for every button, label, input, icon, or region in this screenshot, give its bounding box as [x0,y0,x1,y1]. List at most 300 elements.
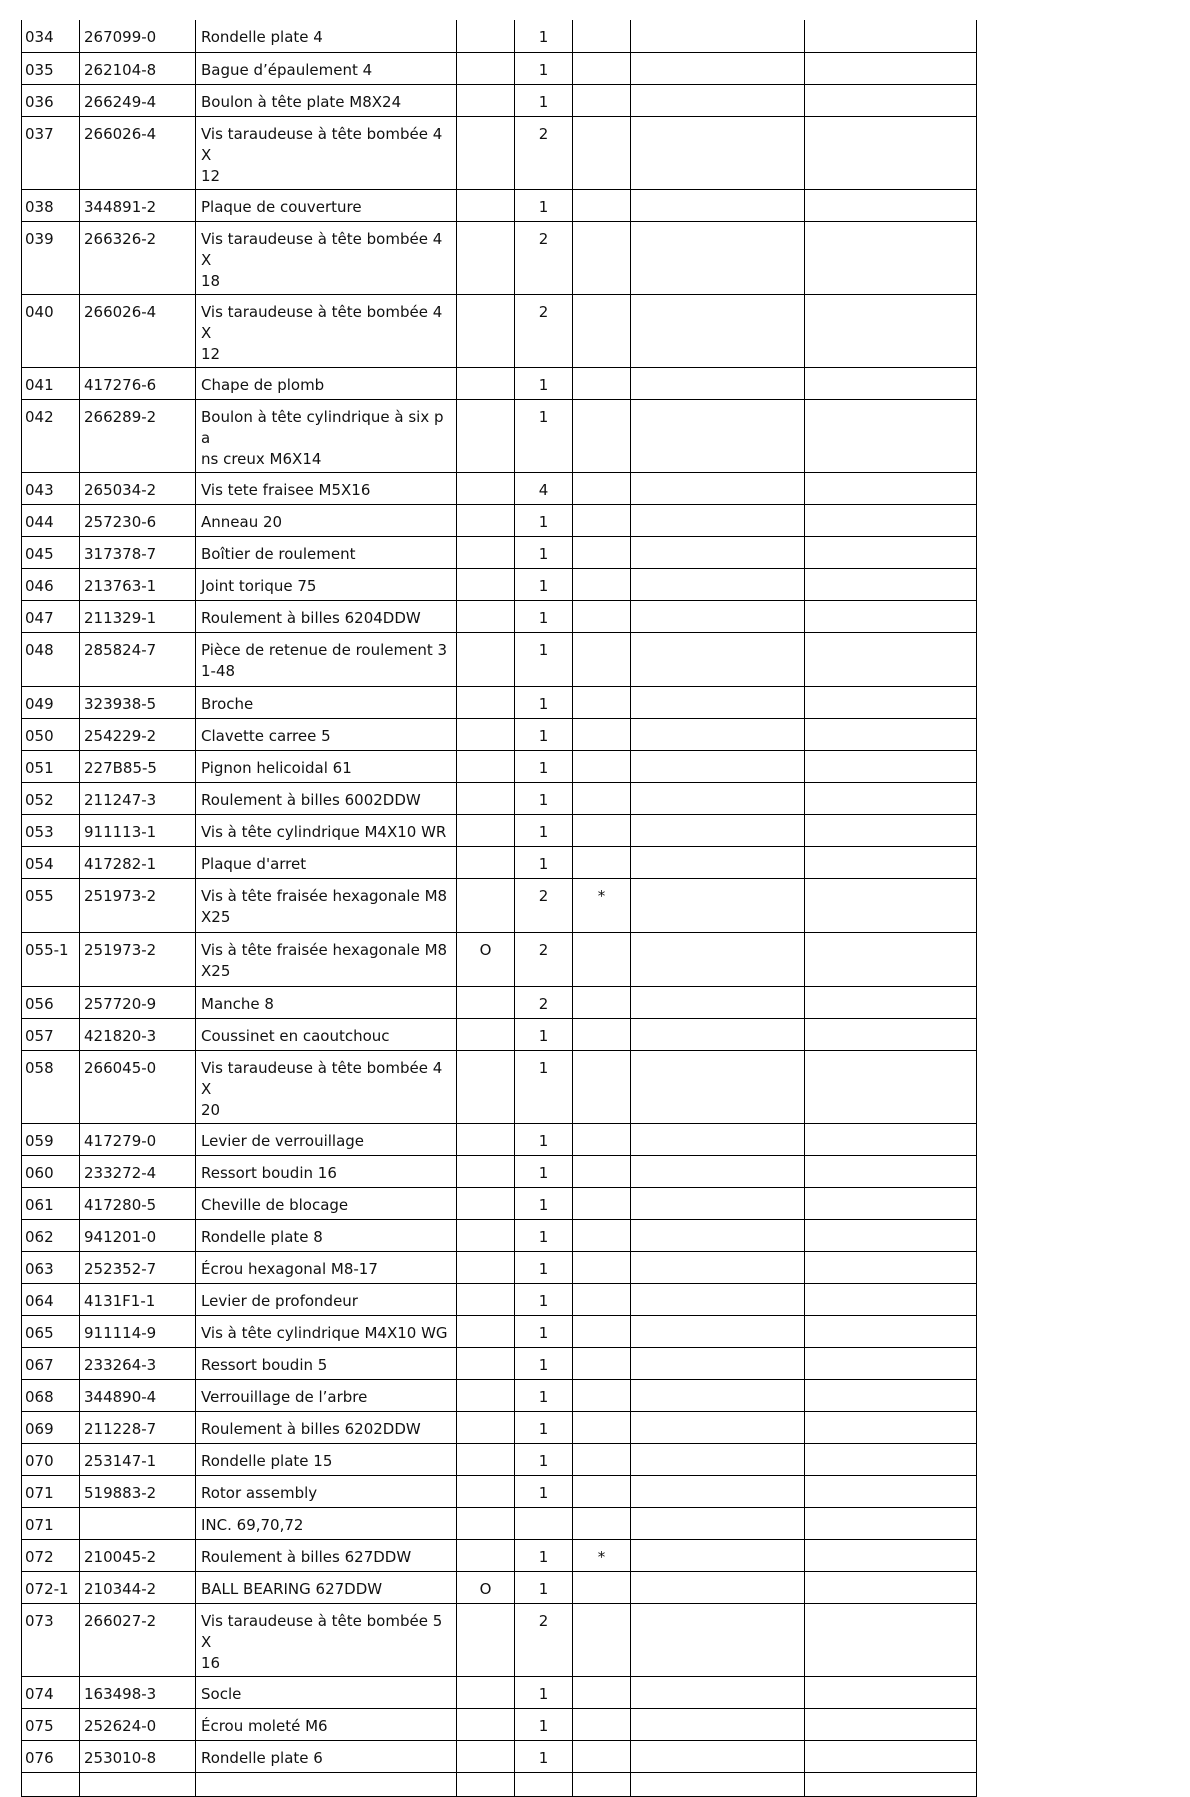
description-cell: Vis taraudeuse à tête bombée 4X 20 [196,1050,457,1123]
empty-cell [805,1571,977,1603]
item-number-cell: 067 [22,1347,80,1379]
quantity-cell: 1 [515,686,573,718]
option-mark-cell [457,686,515,718]
part-number-cell: 344890-4 [80,1379,196,1411]
quantity-cell: 1 [515,1676,573,1708]
quantity-cell: 2 [515,221,573,294]
empty-cell [805,1187,977,1219]
table-row [22,686,977,718]
item-number-cell: 073 [22,1603,80,1676]
empty-cell [805,632,977,686]
table-row [22,1740,977,1772]
part-number-cell: 266026-4 [80,116,196,189]
quantity-cell: 1 [515,568,573,600]
item-number-cell: 052 [22,782,80,814]
empty-cell [631,294,805,367]
note-cell [573,399,631,472]
empty-cell [631,1708,805,1740]
part-number-cell: 213763-1 [80,568,196,600]
quantity-cell: 1 [515,1050,573,1123]
note-cell [573,189,631,221]
empty-cell [631,504,805,536]
empty-cell [805,1708,977,1740]
empty-cell [805,52,977,84]
option-mark-cell [457,1411,515,1443]
quantity-cell: 1 [515,1347,573,1379]
option-mark-cell [457,878,515,932]
empty-cell [22,1772,80,1796]
part-number-cell: 211247-3 [80,782,196,814]
part-number-cell: 519883-2 [80,1475,196,1507]
empty-cell [457,1772,515,1796]
empty-cell [631,932,805,986]
table-row [22,1123,977,1155]
quantity-cell: 1 [515,846,573,878]
option-mark-cell: O [457,932,515,986]
empty-cell [805,84,977,116]
description-cell: Ressort boudin 16 [196,1155,457,1187]
item-number-cell: 041 [22,367,80,399]
part-number-cell: 266026-4 [80,294,196,367]
option-mark-cell [457,84,515,116]
table-row [22,399,977,472]
item-number-cell: 057 [22,1018,80,1050]
table-row [22,718,977,750]
quantity-cell: 1 [515,1187,573,1219]
table-row [22,116,977,189]
item-number-cell: 043 [22,472,80,504]
option-mark-cell [457,1475,515,1507]
item-number-cell: 071 [22,1475,80,1507]
parts-table-body [22,20,977,1796]
item-number-cell: 035 [22,52,80,84]
part-number-cell: 417279-0 [80,1123,196,1155]
table-row [22,1315,977,1347]
description-cell: Coussinet en caoutchouc [196,1018,457,1050]
description-cell: Vis à tête fraisée hexagonale M8 X25 [196,878,457,932]
table-row [22,84,977,116]
empty-cell [631,686,805,718]
description-cell: Vis à tête fraisée hexagonale M8 X25 [196,932,457,986]
description-cell: Plaque de couverture [196,189,457,221]
empty-cell [805,1219,977,1251]
empty-cell [631,84,805,116]
description-cell: Joint torique 75 [196,568,457,600]
item-number-cell: 049 [22,686,80,718]
table-row [22,986,977,1018]
empty-cell [631,1676,805,1708]
quantity-cell: 1 [515,1571,573,1603]
empty-cell [805,536,977,568]
table-row [22,1708,977,1740]
quantity-cell: 2 [515,1603,573,1676]
description-cell: Vis à tête cylindrique M4X10 WR [196,814,457,846]
item-number-cell: 055-1 [22,932,80,986]
empty-cell [805,1676,977,1708]
part-number-cell: 421820-3 [80,1018,196,1050]
part-number-cell [80,1507,196,1539]
empty-cell [805,20,977,52]
item-number-cell: 059 [22,1123,80,1155]
description-cell: Roulement à billes 627DDW [196,1539,457,1571]
note-cell [573,1347,631,1379]
empty-cell [631,189,805,221]
table-row [22,472,977,504]
quantity-cell: 1 [515,1539,573,1571]
table-row [22,750,977,782]
option-mark-cell [457,1123,515,1155]
item-number-cell: 074 [22,1676,80,1708]
table-row [22,632,977,686]
item-number-cell: 065 [22,1315,80,1347]
table-row [22,846,977,878]
empty-cell [631,20,805,52]
part-number-cell: 266027-2 [80,1603,196,1676]
item-number-cell: 038 [22,189,80,221]
quantity-cell: 1 [515,1315,573,1347]
part-number-cell: 417282-1 [80,846,196,878]
quantity-cell: 1 [515,1219,573,1251]
table-row [22,536,977,568]
part-number-cell: 911114-9 [80,1315,196,1347]
description-cell: Ressort boudin 5 [196,1347,457,1379]
option-mark-cell [457,1347,515,1379]
option-mark-cell [457,399,515,472]
empty-cell [631,782,805,814]
empty-cell [805,814,977,846]
description-cell: Levier de verrouillage [196,1123,457,1155]
description-cell: Roulement à billes 6204DDW [196,600,457,632]
empty-cell [805,600,977,632]
note-cell: * [573,1539,631,1571]
empty-cell [805,1155,977,1187]
empty-cell [805,1740,977,1772]
item-number-cell: 050 [22,718,80,750]
note-cell [573,814,631,846]
table-row [22,932,977,986]
empty-cell [631,1475,805,1507]
empty-cell [805,718,977,750]
note-cell [573,782,631,814]
quantity-cell: 1 [515,399,573,472]
description-cell: Boîtier de roulement [196,536,457,568]
option-mark-cell [457,1740,515,1772]
table-row [22,1411,977,1443]
empty-cell [805,294,977,367]
item-number-cell: 061 [22,1187,80,1219]
option-mark-cell [457,718,515,750]
part-number-cell: 323938-5 [80,686,196,718]
table-row [22,1187,977,1219]
note-cell [573,52,631,84]
item-number-cell: 054 [22,846,80,878]
description-cell: Pièce de retenue de roulement 3 1-48 [196,632,457,686]
option-mark-cell [457,52,515,84]
item-number-cell: 051 [22,750,80,782]
item-number-cell: 053 [22,814,80,846]
description-cell: Manche 8 [196,986,457,1018]
part-number-cell: 267099-0 [80,20,196,52]
part-number-cell: 266326-2 [80,221,196,294]
option-mark-cell [457,221,515,294]
part-number-cell: 257720-9 [80,986,196,1018]
option-mark-cell [457,1676,515,1708]
option-mark-cell [457,986,515,1018]
empty-cell [805,750,977,782]
part-number-cell: 417276-6 [80,367,196,399]
description-cell: Vis taraudeuse à tête bombée 4X 12 [196,116,457,189]
description-cell: Chape de plomb [196,367,457,399]
empty-cell [805,878,977,932]
part-number-cell: 266045-0 [80,1050,196,1123]
item-number-cell: 064 [22,1283,80,1315]
empty-cell [805,1475,977,1507]
table-row [22,1283,977,1315]
empty-cell [631,1050,805,1123]
empty-cell [631,536,805,568]
note-cell [573,116,631,189]
empty-cell [631,718,805,750]
part-number-cell: 4131F1-1 [80,1283,196,1315]
empty-cell [805,1539,977,1571]
table-row [22,189,977,221]
part-number-cell: 227B85-5 [80,750,196,782]
empty-cell [631,1740,805,1772]
note-cell [573,1283,631,1315]
empty-cell [805,472,977,504]
part-number-cell: 911113-1 [80,814,196,846]
option-mark-cell [457,536,515,568]
option-mark-cell: O [457,1571,515,1603]
empty-cell [805,846,977,878]
empty-cell [631,1603,805,1676]
empty-cell [631,52,805,84]
item-number-cell: 072 [22,1539,80,1571]
part-number-cell: 344891-2 [80,189,196,221]
description-cell: Levier de profondeur [196,1283,457,1315]
option-mark-cell [457,568,515,600]
empty-cell [631,1539,805,1571]
part-number-cell: 251973-2 [80,932,196,986]
empty-cell [631,986,805,1018]
part-number-cell: 210344-2 [80,1571,196,1603]
quantity-cell: 1 [515,1708,573,1740]
option-mark-cell [457,367,515,399]
item-number-cell: 042 [22,399,80,472]
part-number-cell: 252352-7 [80,1251,196,1283]
option-mark-cell [457,1539,515,1571]
note-cell [573,1443,631,1475]
part-number-cell: 266249-4 [80,84,196,116]
quantity-cell: 1 [515,782,573,814]
quantity-cell: 2 [515,294,573,367]
description-cell: Anneau 20 [196,504,457,536]
table-row [22,1018,977,1050]
empty-cell [80,1772,196,1796]
table-row [22,1571,977,1603]
description-cell: Bague d’épaulement 4 [196,52,457,84]
item-number-cell: 063 [22,1251,80,1283]
part-number-cell: 252624-0 [80,1708,196,1740]
note-cell [573,221,631,294]
item-number-cell: 056 [22,986,80,1018]
note-cell [573,536,631,568]
empty-cell [805,116,977,189]
description-cell: Socle [196,1676,457,1708]
part-number-cell: 254229-2 [80,718,196,750]
note-cell [573,1219,631,1251]
table-row [22,1347,977,1379]
empty-cell [805,189,977,221]
empty-cell [631,632,805,686]
empty-cell [631,1315,805,1347]
table-row [22,1475,977,1507]
quantity-cell: 1 [515,20,573,52]
option-mark-cell [457,1283,515,1315]
option-mark-cell [457,472,515,504]
option-mark-cell [457,504,515,536]
part-number-cell: 262104-8 [80,52,196,84]
table-row [22,814,977,846]
option-mark-cell [457,189,515,221]
description-cell: Vis taraudeuse à tête bombée 4X 18 [196,221,457,294]
empty-cell [631,1443,805,1475]
item-number-cell: 062 [22,1219,80,1251]
quantity-cell: 1 [515,52,573,84]
empty-cell [631,1123,805,1155]
note-cell [573,367,631,399]
description-cell: Rondelle plate 15 [196,1443,457,1475]
option-mark-cell [457,632,515,686]
quantity-cell: 4 [515,472,573,504]
empty-cell [631,1018,805,1050]
table-row [22,1676,977,1708]
empty-cell [196,1772,457,1796]
empty-cell [805,1507,977,1539]
quantity-cell: 2 [515,116,573,189]
empty-cell [631,846,805,878]
item-number-cell: 034 [22,20,80,52]
table-row [22,1251,977,1283]
description-cell: Écrou moleté M6 [196,1708,457,1740]
note-cell [573,600,631,632]
note-cell [573,1708,631,1740]
empty-cell [805,932,977,986]
empty-cell [805,504,977,536]
empty-cell [631,472,805,504]
empty-cell [805,1283,977,1315]
item-number-cell: 058 [22,1050,80,1123]
note-cell [573,986,631,1018]
part-number-cell: 210045-2 [80,1539,196,1571]
empty-cell [631,878,805,932]
note-cell [573,84,631,116]
table-row [22,1050,977,1123]
option-mark-cell [457,1708,515,1740]
table-row [22,1155,977,1187]
description-cell: Vis à tête cylindrique M4X10 WG [196,1315,457,1347]
quantity-cell: 2 [515,932,573,986]
note-cell [573,1155,631,1187]
empty-cell [631,1507,805,1539]
description-cell: Boulon à tête cylindrique à six pa ns creux M6X14 [196,399,457,472]
note-cell [573,1251,631,1283]
table-row [22,52,977,84]
empty-cell [631,1347,805,1379]
note-cell [573,1740,631,1772]
description-cell: Vis tete fraisee M5X16 [196,472,457,504]
empty-cell [805,1315,977,1347]
item-number-cell: 048 [22,632,80,686]
option-mark-cell [457,116,515,189]
note-cell [573,686,631,718]
quantity-cell: 1 [515,1123,573,1155]
empty-cell [805,367,977,399]
note-cell [573,632,631,686]
empty-cell [631,814,805,846]
note-cell [573,294,631,367]
empty-cell [805,1123,977,1155]
empty-cell [631,1571,805,1603]
quantity-cell: 1 [515,189,573,221]
quantity-cell: 1 [515,750,573,782]
table-row [22,878,977,932]
note-cell [573,1379,631,1411]
item-number-cell: 039 [22,221,80,294]
note-cell [573,1676,631,1708]
quantity-cell: 2 [515,986,573,1018]
note-cell [573,1018,631,1050]
item-number-cell: 072-1 [22,1571,80,1603]
description-cell: Broche [196,686,457,718]
table-row [22,20,977,52]
note-cell [573,20,631,52]
note-cell [573,1315,631,1347]
empty-cell [805,686,977,718]
note-cell [573,1507,631,1539]
description-cell: INC. 69,70,72 [196,1507,457,1539]
note-cell [573,1571,631,1603]
part-number-cell: 211329-1 [80,600,196,632]
empty-cell [515,1772,573,1796]
table-row [22,221,977,294]
empty-cell [573,1772,631,1796]
note-cell [573,568,631,600]
quantity-cell: 1 [515,1443,573,1475]
description-cell: Rondelle plate 6 [196,1740,457,1772]
quantity-cell: 1 [515,1740,573,1772]
table-row [22,367,977,399]
description-cell: Rotor assembly [196,1475,457,1507]
empty-cell [805,782,977,814]
note-cell [573,1187,631,1219]
option-mark-cell [457,1155,515,1187]
empty-cell [631,1772,805,1796]
note-cell [573,504,631,536]
item-number-cell: 071 [22,1507,80,1539]
note-cell: * [573,878,631,932]
note-cell [573,1123,631,1155]
table-row [22,1603,977,1676]
empty-cell [631,221,805,294]
quantity-cell: 1 [515,536,573,568]
option-mark-cell [457,846,515,878]
item-number-cell: 044 [22,504,80,536]
part-number-cell: 251973-2 [80,878,196,932]
part-number-cell: 317378-7 [80,536,196,568]
description-cell: Écrou hexagonal M8-17 [196,1251,457,1283]
empty-cell [805,221,977,294]
